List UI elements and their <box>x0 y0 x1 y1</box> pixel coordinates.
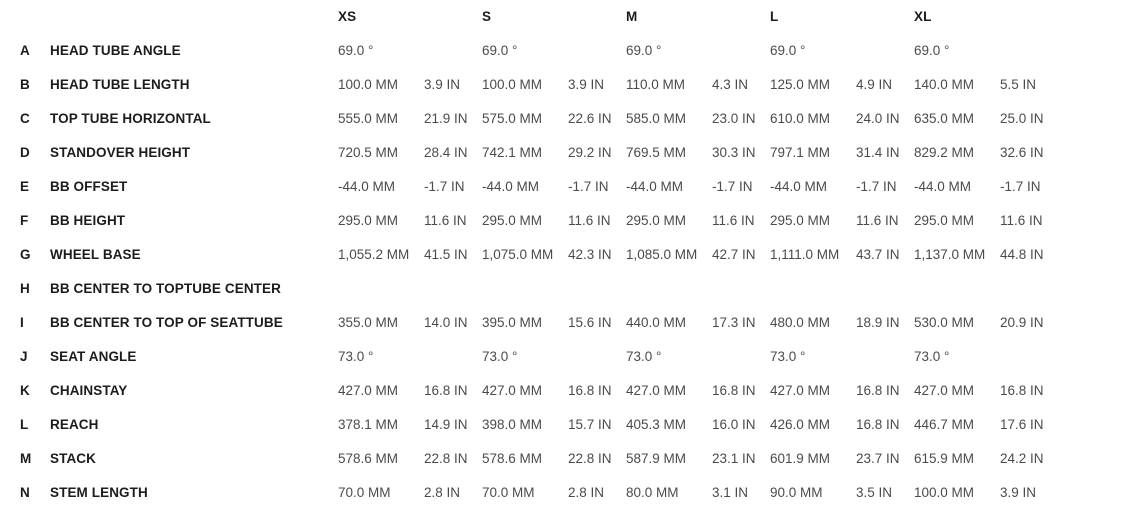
row-name: HEAD TUBE LENGTH <box>50 77 190 93</box>
row-letter: I <box>20 315 24 331</box>
value-in: 22.8 IN <box>568 451 612 467</box>
value-mm: 1,137.0 MM <box>914 247 986 263</box>
value-mm: -44.0 MM <box>914 179 972 195</box>
value-in: 15.6 IN <box>568 315 612 331</box>
value-mm: 578.6 MM <box>482 451 543 467</box>
row-letter: B <box>20 77 30 93</box>
value-mm: 69.0 ° <box>914 43 950 59</box>
value-in: 16.0 IN <box>712 417 756 433</box>
value-mm: 69.0 ° <box>770 43 806 59</box>
value-in: 31.4 IN <box>856 145 900 161</box>
row-letter: E <box>20 179 30 195</box>
value-mm: 742.1 MM <box>482 145 543 161</box>
value-mm: 555.0 MM <box>338 111 399 127</box>
value-in: 41.5 IN <box>424 247 468 263</box>
table-row <box>20 34 1136 68</box>
value-mm: 378.1 MM <box>338 417 399 433</box>
value-in: 32.6 IN <box>1000 145 1044 161</box>
value-in: 3.1 IN <box>712 485 749 501</box>
row-name: TOP TUBE HORIZONTAL <box>50 111 211 127</box>
row-letter: D <box>20 145 30 161</box>
table-row <box>20 340 1136 374</box>
row-letter: M <box>20 451 32 467</box>
row-letter: A <box>20 43 30 59</box>
value-in: 11.6 IN <box>568 213 611 229</box>
table-row <box>20 272 1136 306</box>
row-name: STACK <box>50 451 96 467</box>
value-in: 3.5 IN <box>856 485 893 501</box>
value-in: -1.7 IN <box>712 179 753 195</box>
value-mm: 69.0 ° <box>338 43 374 59</box>
value-mm: 355.0 MM <box>338 315 399 331</box>
value-in: 16.8 IN <box>856 383 900 399</box>
table-body <box>20 34 1136 510</box>
value-mm: 100.0 MM <box>338 77 399 93</box>
value-in: 3.9 IN <box>568 77 605 93</box>
value-mm: 110.0 MM <box>626 77 686 93</box>
value-in: 3.9 IN <box>1000 485 1037 501</box>
value-in: 16.8 IN <box>424 383 468 399</box>
value-in: 18.9 IN <box>856 315 900 331</box>
value-mm: 90.0 MM <box>770 485 823 501</box>
table-row <box>20 102 1136 136</box>
value-in: 22.8 IN <box>424 451 468 467</box>
value-mm: -44.0 MM <box>482 179 540 195</box>
size-header-row <box>20 0 1136 34</box>
row-letter: L <box>20 417 29 433</box>
value-in: 29.2 IN <box>568 145 612 161</box>
value-mm: 1,055.2 MM <box>338 247 410 263</box>
value-mm: 615.9 MM <box>914 451 975 467</box>
value-mm: 530.0 MM <box>914 315 975 331</box>
value-in: 16.8 IN <box>712 383 756 399</box>
value-in: -1.7 IN <box>424 179 465 195</box>
value-in: 4.9 IN <box>856 77 893 93</box>
value-mm: 398.0 MM <box>482 417 543 433</box>
value-in: 3.9 IN <box>424 77 461 93</box>
value-in: 11.6 IN <box>856 213 899 229</box>
value-mm: 295.0 MM <box>914 213 975 229</box>
value-mm: 797.1 MM <box>770 145 831 161</box>
row-letter: J <box>20 349 28 365</box>
value-mm: 585.0 MM <box>626 111 687 127</box>
table-row <box>20 408 1136 442</box>
value-mm: 140.0 MM <box>914 77 975 93</box>
row-name: SEAT ANGLE <box>50 349 137 365</box>
value-mm: 427.0 MM <box>914 383 975 399</box>
value-in: 23.1 IN <box>712 451 756 467</box>
row-name: STEM LENGTH <box>50 485 148 501</box>
value-in: 17.3 IN <box>712 315 756 331</box>
value-in: 21.9 IN <box>424 111 468 127</box>
value-mm: 100.0 MM <box>482 77 543 93</box>
value-in: 28.4 IN <box>424 145 468 161</box>
value-in: 14.9 IN <box>424 417 468 433</box>
value-mm: 426.0 MM <box>770 417 831 433</box>
row-name: REACH <box>50 417 99 433</box>
row-name: BB CENTER TO TOP OF SEATTUBE <box>50 315 283 331</box>
value-in: 16.8 IN <box>568 383 612 399</box>
value-in: 5.5 IN <box>1000 77 1037 93</box>
table-row <box>20 136 1136 170</box>
value-in: 2.8 IN <box>568 485 605 501</box>
value-mm: 295.0 MM <box>482 213 543 229</box>
value-mm: 427.0 MM <box>770 383 831 399</box>
value-in: 11.6 IN <box>712 213 755 229</box>
value-mm: 395.0 MM <box>482 315 543 331</box>
value-mm: 295.0 MM <box>626 213 687 229</box>
value-mm: 69.0 ° <box>626 43 662 59</box>
value-mm: -44.0 MM <box>770 179 828 195</box>
value-mm: -44.0 MM <box>338 179 396 195</box>
value-mm: 769.5 MM <box>626 145 687 161</box>
value-in: -1.7 IN <box>1000 179 1041 195</box>
value-mm: 1,085.0 MM <box>626 247 698 263</box>
value-mm: 829.2 MM <box>914 145 975 161</box>
table-row <box>20 204 1136 238</box>
table-row <box>20 476 1136 510</box>
value-mm: 125.0 MM <box>770 77 831 93</box>
value-mm: 73.0 ° <box>914 349 950 365</box>
value-in: 43.7 IN <box>856 247 900 263</box>
value-in: 14.0 IN <box>424 315 468 331</box>
value-in: 42.3 IN <box>568 247 612 263</box>
value-in: -1.7 IN <box>568 179 609 195</box>
value-in: 23.0 IN <box>712 111 756 127</box>
row-letter: N <box>20 485 30 501</box>
value-in: 15.7 IN <box>568 417 612 433</box>
table-row <box>20 170 1136 204</box>
table-row <box>20 442 1136 476</box>
value-mm: 1,075.0 MM <box>482 247 554 263</box>
value-mm: 446.7 MM <box>914 417 975 433</box>
value-in: 16.8 IN <box>1000 383 1044 399</box>
value-mm: 587.9 MM <box>626 451 687 467</box>
value-in: 23.7 IN <box>856 451 900 467</box>
row-letter: C <box>20 111 30 127</box>
row-name: BB OFFSET <box>50 179 128 195</box>
value-in: 30.3 IN <box>712 145 756 161</box>
value-in: 22.6 IN <box>568 111 612 127</box>
value-mm: 578.6 MM <box>338 451 399 467</box>
value-mm: 73.0 ° <box>482 349 518 365</box>
row-name: STANDOVER HEIGHT <box>50 145 191 161</box>
value-mm: 73.0 ° <box>338 349 374 365</box>
value-mm: 720.5 MM <box>338 145 399 161</box>
value-in: 24.0 IN <box>856 111 900 127</box>
value-mm: 635.0 MM <box>914 111 975 127</box>
value-mm: 405.3 MM <box>626 417 687 433</box>
row-name: BB HEIGHT <box>50 213 126 229</box>
value-mm: 70.0 MM <box>338 485 391 501</box>
value-mm: 295.0 MM <box>338 213 399 229</box>
value-in: 2.8 IN <box>424 485 461 501</box>
table-row <box>20 306 1136 340</box>
value-mm: 69.0 ° <box>482 43 518 59</box>
value-mm: 1,111.0 MM <box>770 247 840 263</box>
value-mm: 100.0 MM <box>914 485 975 501</box>
value-mm: 610.0 MM <box>770 111 831 127</box>
row-name: WHEEL BASE <box>50 247 141 263</box>
value-mm: 73.0 ° <box>770 349 806 365</box>
size-header-m: M <box>626 9 638 25</box>
size-header-xl: XL <box>914 9 932 25</box>
value-mm: 480.0 MM <box>770 315 831 331</box>
table-row <box>20 374 1136 408</box>
value-in: 25.0 IN <box>1000 111 1044 127</box>
value-mm: 73.0 ° <box>626 349 662 365</box>
value-mm: 70.0 MM <box>482 485 535 501</box>
row-name: BB CENTER TO TOPTUBE CENTER <box>50 281 281 297</box>
value-mm: 295.0 MM <box>770 213 831 229</box>
value-mm: 575.0 MM <box>482 111 543 127</box>
value-in: 4.3 IN <box>712 77 749 93</box>
value-mm: 427.0 MM <box>482 383 543 399</box>
value-in: 20.9 IN <box>1000 315 1044 331</box>
value-in: 42.7 IN <box>712 247 756 263</box>
row-letter: F <box>20 213 29 229</box>
value-mm: 601.9 MM <box>770 451 831 467</box>
size-header-xs: XS <box>338 9 357 25</box>
row-letter: G <box>20 247 31 263</box>
table-row <box>20 238 1136 272</box>
value-mm: 440.0 MM <box>626 315 687 331</box>
size-header-l: L <box>770 9 779 25</box>
size-header-s: S <box>482 9 492 25</box>
value-in: -1.7 IN <box>856 179 897 195</box>
row-name: CHAINSTAY <box>50 383 128 399</box>
value-in: 24.2 IN <box>1000 451 1044 467</box>
value-in: 11.6 IN <box>424 213 467 229</box>
row-letter: H <box>20 281 30 297</box>
row-name: HEAD TUBE ANGLE <box>50 43 181 59</box>
value-in: 17.6 IN <box>1000 417 1044 433</box>
value-mm: 427.0 MM <box>626 383 687 399</box>
value-mm: 80.0 MM <box>626 485 679 501</box>
value-in: 44.8 IN <box>1000 247 1044 263</box>
value-in: 11.6 IN <box>1000 213 1043 229</box>
value-in: 16.8 IN <box>856 417 900 433</box>
table-row <box>20 68 1136 102</box>
row-letter: K <box>20 383 30 399</box>
value-mm: -44.0 MM <box>626 179 684 195</box>
value-mm: 427.0 MM <box>338 383 399 399</box>
